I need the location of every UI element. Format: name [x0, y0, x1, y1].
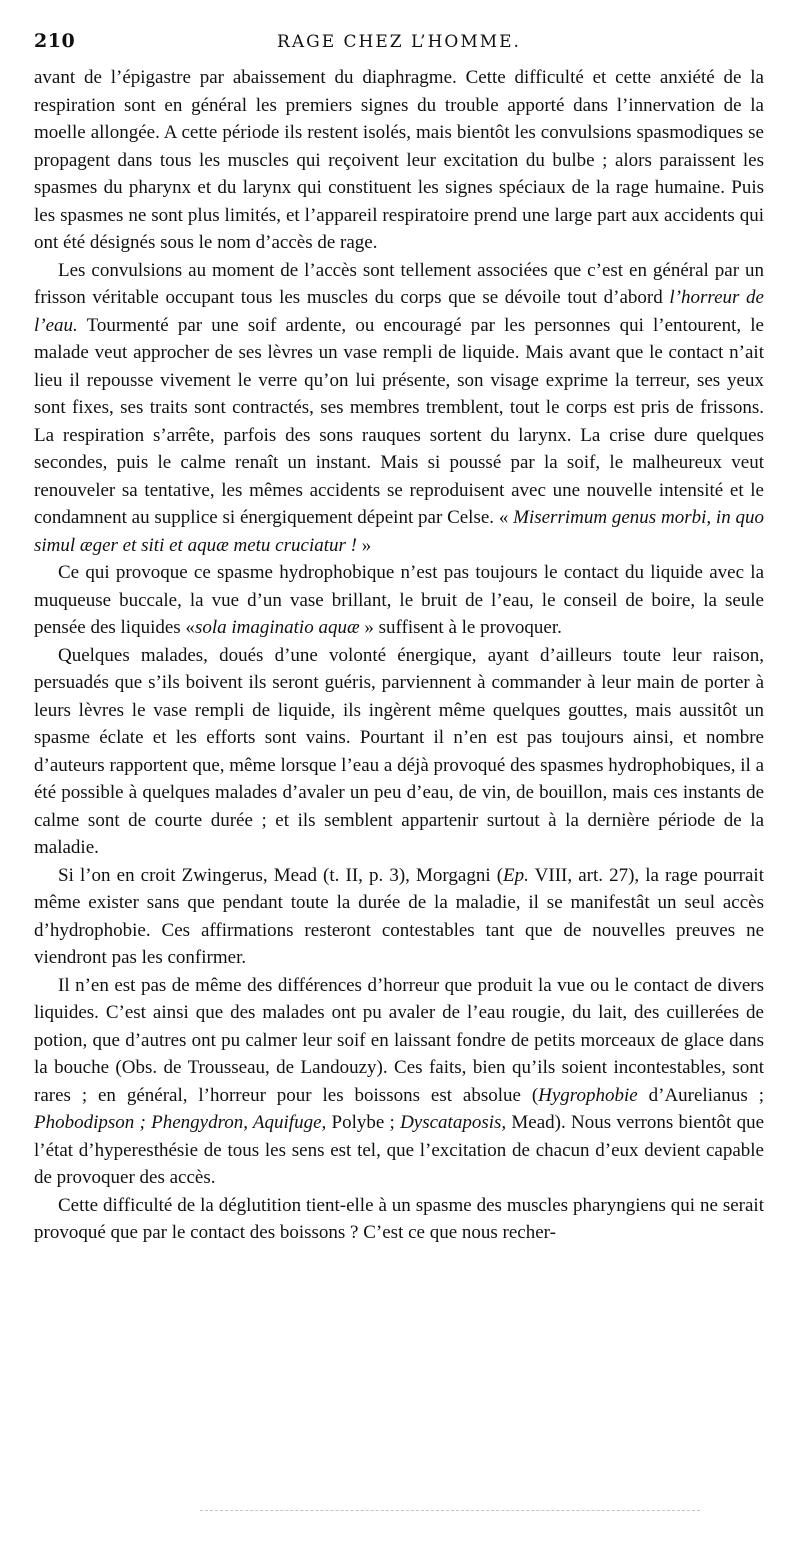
page-number: 210: [34, 30, 76, 52]
italic-text: Dyscataposis,: [400, 1112, 507, 1133]
paragraph: [34, 64, 764, 257]
paragraph: [34, 559, 764, 642]
italic-text: Miserrimum genus morbi, in quo simul æger et siti et aquæ metu cruciatur !: [34, 507, 764, 556]
paragraph: [34, 862, 764, 972]
paragraph: [34, 972, 764, 1192]
italic-text: Hygrophobie: [538, 1084, 638, 1106]
text-run: avant de l’épigastre par abaissement du diaphragme. Cette difficulté et cette anxiété de la respiration sont en général les premiers signes du trouble apporté dans l’innervation de la moelle allongée. A cette période ils restent isolés, mais bientôt les convulsions spasmodiques se propagent dans tous les muscles qui reçoivent leur excitation du bulbe ; alors paraissent les spasmes du pharynx et du larynx qui constituent les signes spéciaux de la rage humaine. Puis les spasmes ne sont plus limités, et l’appareil respiratoire prend une large part aux accidents qui ont été désignés sous le nom d’accès de rage.: [34, 67, 764, 253]
text-run: Il n’en est pas de même des différences d’horreur que produit la vue ou le contact de divers liquides. C’est ainsi que des malades ont pu avaler de l’eau rougie, du lait, des cuillerées de potion, que d’autres ont pu calmer leur soif en laissant fondre de petits morceaux de glace dans la bouche (Obs. de Trousseau, de Landouzy). Ces faits, bien qu’ils soient incontestables, sont rares ; en général, l’horreur pour les boissons est absolue (: [34, 974, 764, 1106]
text-run: Cette difficulté de la déglutition tient-elle à un spasme des muscles pharyngiens qui ne serait provoqué que par le contact des boissons ? C’est ce que nous recher-: [34, 1194, 764, 1243]
text-run: Tourmenté par une soif ardente, ou encouragé par les personnes qui l’entourent, le malade veut approcher de ses lèvres un vase rempli de liquide. Mais avant que le contact n’ait lieu il repousse vivement le verre qu’on lui présente, son visage exprime la terreur, ses yeux sont fixes, ses traits sont contractés, ses membres tremblent, tout le corps est pris de frissons. La respiration s’arrête, parfois des sons rauques sortent du larynx. La crise dure quelques secondes, puis le calme renaît un instant. Mais si poussé par la soif, le malheureux veut renouveler sa tentative, les mêmes accidents se reproduisent avec une nouvelle intensité et le condamnent au supplice si énergiquement dépeint par Celse. «: [34, 314, 764, 528]
italic-text: Phobodipson ; Phengydron, Aquifuge,: [34, 1112, 327, 1133]
paragraph: [34, 257, 764, 560]
text-run: d’Aurelianus ;: [637, 1084, 764, 1106]
text-run: Ce qui provoque ce spasme hydrophobique n’est pas toujours le contact du liquide avec la muqueuse buccale, la vue d’un vase brillant, le bruit de l’eau, le conseil de boire, la seule pensée des liquides «: [34, 562, 764, 638]
body-text: [34, 64, 764, 1247]
footer-rule: [200, 1510, 700, 1511]
text-run: Quelques malades, doués d’une volonté énergique, ayant d’ailleurs toute leur raison, persuadés que s’ils boivent ils seront guéris, parviennent à commander à leur main de porter à leurs lèvres le vase rempli de liquide, ils ingèrent même quelques gouttes, mais aussitôt un spasme éclate et les efforts sont vains. Pourtant il n’en est pas toujours ainsi, et nombre d’auteurs rapportent que, même lorsque l’eau a déjà provoqué des spasmes hydrophobiques, il a été possible à quelques malades d’avaler un peu d’eau, de vin, de bouillon, mais ces instants de calme sont de courte durée ; et ils semblent appartenir surtout à la dernière période de la maladie.: [34, 644, 764, 858]
text-run: » suffisent à le provoquer.: [359, 617, 562, 638]
italic-text: sola imaginatio aquæ: [194, 617, 360, 638]
text-run: »: [356, 534, 372, 556]
paragraph: [34, 1192, 764, 1247]
text-run: Les convulsions au moment de l’accès sont tellement associées que c’est en général par un frisson véritable occupant tous les muscles du corps que se dévoile tout d’abord: [34, 259, 764, 308]
text-run: Polybe ;: [326, 1112, 401, 1133]
running-title: RAGE CHEZ L’HOMME.: [277, 32, 521, 52]
italic-text: Ep.: [503, 864, 529, 886]
paragraph: [34, 642, 764, 862]
text-run: VIII, art. 27), la rage pourrait même exister sans que pendant toute la durée de la maladie, il se manifestât un seul accès d’hydrophobie. Ces affirmations resteront contestables tant que de nouvelles preuves ne viendront pas les confirmer.: [34, 864, 764, 968]
page-header: [34, 30, 764, 60]
text-run: Si l’on en croit Zwingerus, Mead (t. II, p. 3), Morgagni (: [58, 864, 504, 886]
text-run: Mead). Nous verrons bientôt que l’état d’hyperesthésie de tous les sens est tel, que l’excitation de chacun d’eux devient capable de provoquer des accès.: [34, 1112, 764, 1188]
italic-text: l’horreur de l’eau.: [34, 287, 764, 336]
